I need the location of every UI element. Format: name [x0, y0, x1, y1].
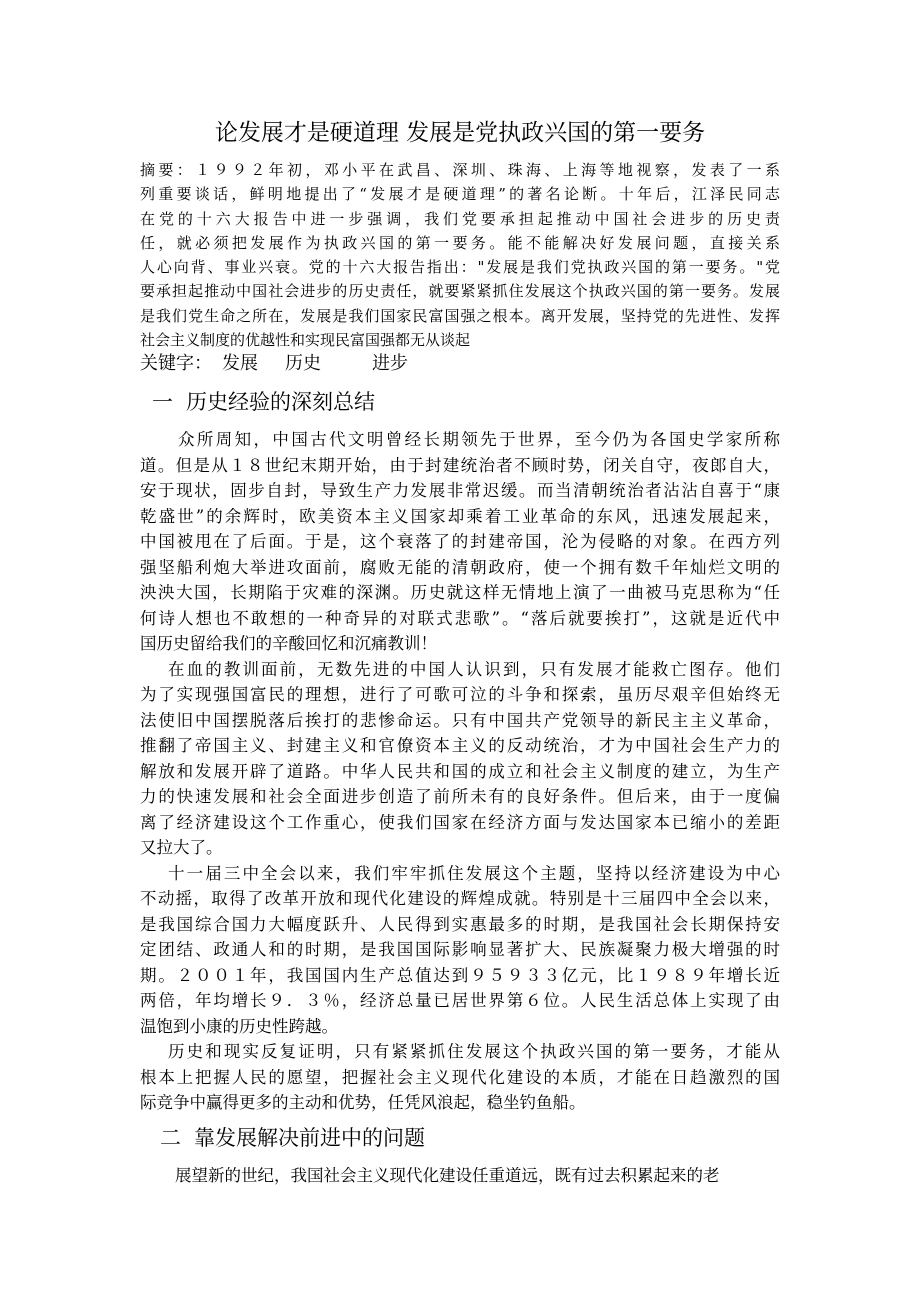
paragraph	[140, 861, 780, 1040]
paragraph	[140, 1163, 780, 1189]
paragraph-line: 两倍，年均增长９．３％，经济总量已居世界第６位。人民生活总体上实现了由	[140, 991, 780, 1011]
abstract-line: 人心向背、事业兴衰。党的十六大报告指出："发展是我们党执政兴国的第一要务。"党	[140, 258, 780, 277]
abstract	[140, 158, 780, 352]
keyword-item: 发展	[222, 353, 258, 375]
section-1	[140, 387, 780, 1116]
paragraph	[140, 427, 780, 657]
paragraph-line: 泱泱大国，长期陷于灾难的深渊。历史就这样无情地上演了一曲被马克思称为“任	[140, 583, 780, 603]
paragraph-line: 期。２００１年，我国国内生产总值达到９５９３３亿元，比１９８９年增长近	[140, 965, 780, 985]
abstract-line: 任，就必须把发展作为执政兴国的第一要务。能不能解决好发展问题，直接关系	[140, 233, 780, 252]
paragraph-line: 定团结、政通人和的时期，是我国国际影响显著扩大、民族凝聚力极大增强的时	[140, 940, 780, 960]
abstract-line: 要承担起推动中国社会进步的历史责任，就要紧紧抓住发展这个执政兴国的第一要务。发展	[140, 282, 780, 301]
section-title: 靠发展解决前进中的问题	[194, 1125, 425, 1150]
paragraph-line: 解放和发展开辟了道路。中华人民共和国的成立和社会主义制度的建立，为生产	[140, 761, 780, 781]
section-number: 二	[160, 1125, 181, 1150]
paragraph-line: 又拉大了。	[140, 838, 223, 858]
paragraph-line: 道。但是从１８世纪末期开始，由于封建统治者不顾时势，闭关自守，夜郎自大，	[140, 455, 780, 475]
paragraph-line: 在血的教训面前，无数先进的中国人认识到，只有发展才能救亡图存。他们	[168, 659, 780, 679]
abstract-line: 在党的十六大报告中进一步强调，我们党要承担起推动中国社会进步的历史责	[140, 209, 780, 228]
sections	[140, 387, 780, 1188]
paragraph-line: 离了经济建设这个工作重心，使我们国家在经济方面与发达国家本已缩小的差距	[140, 812, 780, 832]
keyword-item: 进步	[372, 353, 408, 375]
paragraph-line: 安于现状，固步自封，导致生产力发展非常迟缓。而当清朝统治者沾沾自喜于“康	[140, 481, 780, 501]
paragraph-line: 中国被甩在了后面。于是，这个衰落了的封建帝国，沦为侵略的对象。在西方列	[140, 532, 780, 552]
paragraph-line: 强坚船利炮大举进攻面前，腐败无能的清朝政府，使一个拥有数千年灿烂文明的	[140, 557, 780, 577]
document-title: 论发展才是硬道理 发展是党执政兴国的第一要务	[214, 120, 706, 146]
section-number: 一	[152, 390, 173, 415]
paragraph	[140, 1039, 780, 1116]
paragraph-line: 力的快速发展和社会全面进步创造了前所未有的良好条件。但后来，由于一度偏	[140, 787, 780, 807]
keywords-line	[140, 352, 780, 376]
paragraph-line: 何诗人想也不敢想的一种奇异的对联式悲歌”。“落后就要挨打”，这就是近代中	[140, 608, 780, 628]
abstract-line: 是我们党生命之所在，发展是我们国家民富国强之根本。离开发展，坚持党的先进性、发挥	[140, 306, 780, 325]
paragraph-line: 展望新的世纪，我国社会主义现代化建设任重道远，既有过去积累起来的老	[175, 1165, 720, 1185]
paragraph-line: 是我国综合国力大幅度跃升、人民得到实惠最多的时期，是我国社会长期保持安	[140, 914, 780, 934]
paragraph-line: 乾盛世”的余辉时，欧美资本主义国家却乘着工业革命的东风，迅速发展起来，	[140, 506, 780, 526]
paragraph-line: 为了实现强国富民的理想，进行了可歌可泣的斗争和探索，虽历尽艰辛但始终无	[140, 685, 780, 705]
keyword-item: 历史	[285, 353, 321, 375]
abstract-line: 摘要：１９９２年初，邓小平在武昌、深圳、珠海、上海等地视察，发表了一系	[140, 161, 780, 179]
paragraph-line: 众所周知，中国古代文明曾经长期领先于世界，至今仍为各国史学家所称	[178, 430, 780, 450]
keywords-label: 关键字：	[140, 353, 212, 375]
section-2	[140, 1123, 780, 1189]
paragraph-line: 历史和现实反复证明，只有紧紧抓住发展这个执政兴国的第一要务，才能从	[168, 1042, 780, 1062]
paragraph-line: 法使旧中国摆脱落后挨打的悲惨命运。只有中国共产党领导的新民主主义革命，	[140, 710, 780, 730]
abstract-line: 列重要谈话，鲜明地提出了“发展才是硬道理”的著名论断。十年后，江泽民同志	[140, 185, 780, 204]
section-heading	[140, 1123, 780, 1153]
section-title: 历史经验的深刻总结	[186, 390, 375, 415]
document-body	[140, 118, 780, 1188]
paragraph-line: 推翻了帝国主义、封建主义和官僚资本主义的反动统治，才为中国社会生产力的	[140, 736, 780, 756]
paragraph	[140, 657, 780, 861]
paragraph-line: 际竞争中赢得更多的主动和优势，任凭风浪起，稳坐钓鱼船。	[140, 1093, 586, 1113]
abstract-line: 社会主义制度的优越性和实现民富国强都无从谈起	[140, 331, 471, 350]
section-heading	[140, 387, 780, 417]
paragraph-line: 不动摇，取得了改革开放和现代化建设的辉煌成就。特别是十三届四中全会以来，	[140, 889, 780, 909]
paragraph-line: 温饱到小康的历史性跨越。	[140, 1016, 338, 1036]
paragraph-line: 国历史留给我们的辛酸回忆和沉痛教训！	[140, 634, 437, 654]
paragraph-line: 根本上把握人民的愿望，把握社会主义现代化建设的本质，才能在日趋激烈的国	[140, 1067, 780, 1087]
paragraph-line: 十一届三中全会以来，我们牢牢抓住发展这个主题，坚持以经济建设为中心	[168, 863, 780, 883]
